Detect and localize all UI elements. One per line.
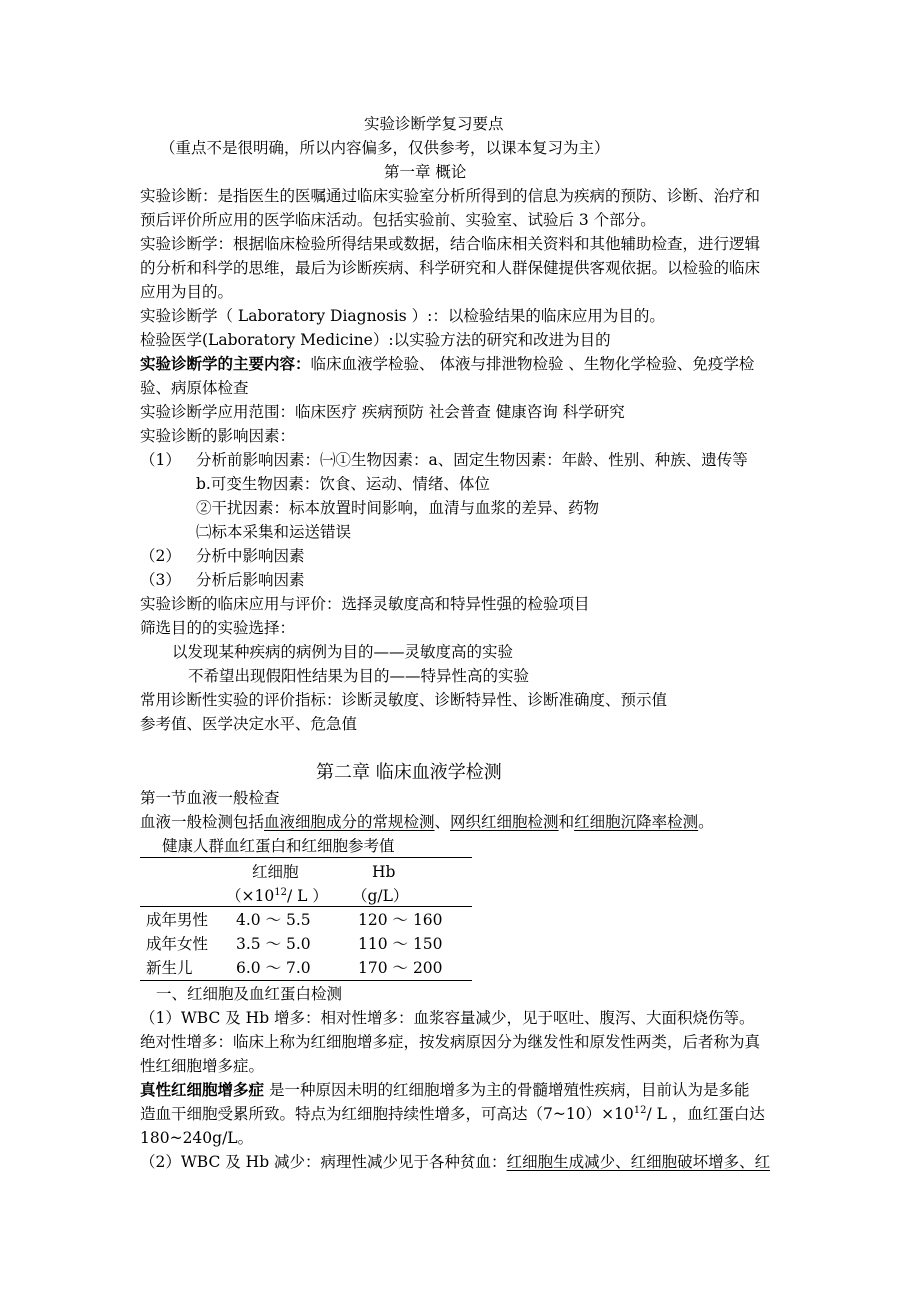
table-cell-hb: 110 ～ 150 [358, 935, 443, 953]
intro-underlined: 血液细胞成分的常规检测 [264, 813, 435, 831]
unit-text: （×10 [226, 887, 275, 905]
definition-line: 检验医学(Laboratory Medicine）:以实验方法的研究和改进为目的 [140, 331, 611, 349]
table-col-rbc: 红细胞 [252, 863, 299, 881]
table-bottom-rule [140, 980, 472, 981]
table-col-rbc-unit [226, 886, 328, 906]
paragraph-line: 绝对性增多：临床上称为红细胞增多症，按发病原因分为继发性和原发性两类，后者称为真 [140, 1033, 761, 1051]
doc-title: 实验诊断学复习要点 [364, 115, 504, 133]
intro-text: 、 [434, 813, 451, 831]
pv-line [140, 1104, 765, 1124]
table-cell-rbc: 3.5 ～ 5.0 [236, 935, 311, 953]
table-cell-hb: 170 ～ 200 [358, 959, 443, 977]
factor-text: b.可变生物因素：饮食、运动、情绪、体位 [196, 475, 490, 493]
screen-title: 筛选目的的实验选择： [140, 619, 296, 637]
factor-text: 分析中影响因素 [196, 547, 305, 565]
intro-line [140, 812, 714, 832]
intro-text: 血液一般检测包括 [140, 813, 265, 831]
clinical-line: 实验诊断的临床应用与评价：选择灵敏度高和特异性强的检验项目 [140, 595, 590, 613]
table-cell-rbc: 6.0 ～ 7.0 [236, 959, 311, 977]
table-top-rule [140, 857, 472, 858]
table-row-label: 新生儿 [146, 959, 193, 977]
pv-superscript: 12 [633, 1105, 647, 1116]
table-header-rule [140, 906, 472, 907]
main-content-text: 临床血液学检验、 体液与排泄物检验 、生物化学检验、免疫学检 [310, 355, 755, 373]
main-content-label: 实验诊断学的主要内容： [140, 354, 311, 373]
pv-line [140, 1080, 749, 1100]
table-title: 健康人群血红蛋白和红细胞参考值 [162, 837, 395, 855]
factor-text: 分析后影响因素 [196, 571, 305, 589]
definition-line: 预后评价所应用的医学临床活动。包括实验前、实验室、试验后 3 个部分。 [140, 211, 656, 229]
definition-line: 实验诊断学（ Laboratory Diagnosis ）:：以检验结果的临床应用为目的。 [140, 307, 665, 325]
table-cell-rbc: 4.0 ～ 5.5 [236, 911, 311, 929]
unit-superscript: 12 [274, 887, 287, 898]
paragraph-underlined: 红细胞生成减少、红细胞破坏增多、红 [506, 1153, 771, 1171]
ref-line: 参考值、医学决定水平、危急值 [140, 715, 358, 733]
chapter2-heading: 第二章 临床血液学检测 [316, 762, 502, 783]
factor-number: （3） [140, 571, 181, 589]
table-col-hb-unit: （g/L） [352, 887, 409, 905]
screen-item: 以发现某种疾病的病例为目的——灵敏度高的实验 [172, 643, 514, 661]
chapter1-heading: 第一章 概论 [384, 163, 467, 181]
pv-text: / L ，血红蛋白达 [646, 1105, 765, 1123]
table-cell-hb: 120 ～ 160 [358, 911, 443, 929]
table-col-hb: Hb [372, 863, 396, 881]
paragraph-line: （1）WBC 及 Hb 增多：相对性增多：血浆容量减少，见于呕吐、腹泻、大面积烧伤等。 [140, 1009, 755, 1027]
main-content-line [140, 354, 754, 374]
section-heading: 第一节血液一般检查 [140, 789, 280, 807]
eval-line: 常用诊断性实验的评价指标：诊断灵敏度、诊断特异性、诊断准确度、预示值 [140, 691, 668, 709]
intro-text: 和 [558, 813, 575, 831]
pv-line: 180~240g/L。 [140, 1129, 254, 1147]
definition-line: 实验诊断：是指医生的医嘱通过临床实验室分析所得到的信息为疾病的预防、诊断、治疗和 [140, 187, 761, 205]
paragraph-line [140, 1152, 770, 1172]
factor-number: （1） [140, 451, 181, 469]
table-row-label: 成年女性 [146, 935, 209, 953]
intro-underlined: 网织红细胞检测 [450, 813, 559, 831]
paragraph-text: （2）WBC 及 Hb 减少：病理性减少见于各种贫血： [140, 1153, 507, 1171]
factor-text: ②干扰因素：标本放置时间影响，血清与血浆的差异、药物 [196, 499, 600, 517]
screen-item: 不希望出现假阳性结果为目的——特异性高的实验 [188, 667, 530, 685]
pv-text: 是一种原因未明的红细胞增多为主的骨髓增殖性疾病，目前认为是多能 [264, 1081, 750, 1099]
unit-text: / L ） [286, 887, 328, 905]
intro-underlined: 红细胞沉降率检测 [574, 813, 699, 831]
definition-line: 应用为目的。 [140, 283, 234, 301]
paragraph-line: 性红细胞增多症。 [140, 1057, 265, 1075]
factors-title: 实验诊断的影响因素： [140, 427, 296, 445]
pv-label: 真性红细胞增多症 [140, 1080, 265, 1099]
factor-text: ㈡标本采集和运送错误 [196, 523, 352, 541]
definition-line: 实验诊断学：根据临床检验所得结果或数据，结合临床相关资料和其他辅助检查，进行逻辑 [140, 235, 761, 253]
definition-line: 的分析和科学的思维，最后为诊断疾病、科学研究和人群保健提供客观依据。以检验的临床 [140, 259, 761, 277]
factor-number: （2） [140, 547, 181, 565]
scope-line: 实验诊断学应用范围：临床医疗 疾病预防 社会普查 健康咨询 科学研究 [140, 403, 625, 421]
pv-text: 造血干细胞受累所致。特点为红细胞持续性增多，可高达（7~10）×10 [140, 1105, 634, 1123]
table-row-label: 成年男性 [146, 911, 209, 929]
intro-text: 。 [698, 813, 714, 831]
subsection-heading: 一、红细胞及血红蛋白检测 [156, 985, 343, 1003]
doc-note: （重点不是很明确，所以内容偏多，仅供参考，以课本复习为主） [160, 139, 610, 157]
main-content-line: 验、病原体检查 [140, 379, 249, 397]
factor-text: 分析前影响因素：㈠①生物因素：a、固定生物因素：年龄、性别、种族、遗传等 [196, 451, 748, 469]
